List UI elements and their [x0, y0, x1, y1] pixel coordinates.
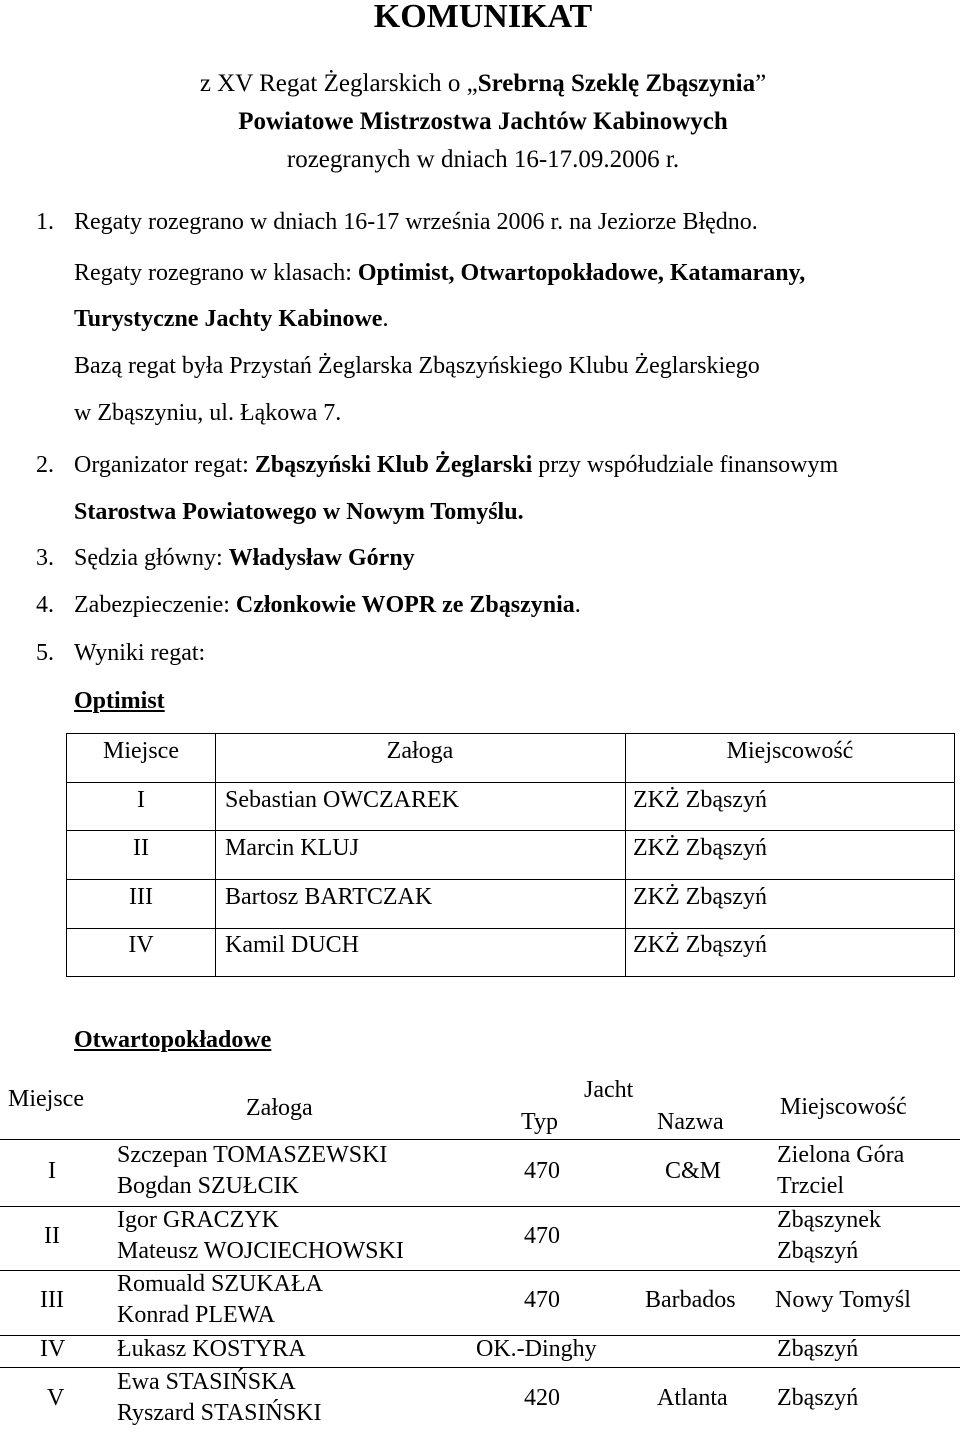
crew-cell: Marcin KLUJ — [225, 835, 359, 861]
place-cell: V — [47, 1385, 65, 1411]
crew-cell: Kamil DUCH — [225, 932, 359, 958]
town-cell: Trzciel — [777, 1173, 845, 1199]
town-cell: ZKŻ Zbąszyń — [633, 884, 767, 910]
point-4-number: 4. — [36, 592, 54, 618]
crew-cell: Konrad PLEWA — [117, 1302, 275, 1328]
point-2-line-1: Organizator regat: Zbąszyński Klub Żeglarski przy współudziale finansowym — [74, 452, 839, 478]
point-3-text: Sędzia główny: Władysław Górny — [74, 545, 415, 571]
subtitle-line-1: z XV Regat Żeglarskich o „Srebrną Szeklę Zbąszynia” — [199, 70, 767, 97]
crew-cell: Ryszard STASIŃSKI — [117, 1400, 322, 1426]
place-cell: IV — [128, 932, 154, 958]
optimist-header-crew: Załoga — [386, 738, 454, 764]
point-5-number: 5. — [36, 640, 54, 666]
point-3-number: 3. — [36, 545, 54, 571]
document-title: KOMUNIKAT — [373, 0, 593, 35]
type-cell: 420 — [524, 1385, 560, 1411]
optimist-header-town: Miejscowość — [726, 738, 854, 764]
place-cell: IV — [40, 1336, 66, 1362]
town-cell: ZKŻ Zbąszyń — [633, 835, 767, 861]
crew-cell: Szczepan TOMASZEWSKI — [117, 1142, 388, 1168]
crew-cell: Sebastian OWCZAREK — [225, 787, 459, 813]
type-cell: OK.-Dinghy — [476, 1336, 597, 1362]
crew-cell: Bogdan SZUŁCIK — [117, 1173, 299, 1199]
crew-cell: Łukasz KOSTYRA — [117, 1336, 306, 1362]
crew-cell: Igor GRACZYK — [117, 1207, 279, 1233]
otwarto-header-town: Miejscowość — [780, 1094, 907, 1120]
subtitle-line-2: Powiatowe Mistrzostwa Jachtów Kabinowych — [238, 108, 728, 135]
otwarto-header-yacht: Jacht — [584, 1077, 634, 1103]
town-cell: Zielona Góra — [777, 1142, 905, 1168]
place-cell: I — [137, 787, 145, 813]
point-1-line-2: Regaty rozegrano w klasach: Optimist, Otwartopokładowe, Katamarany, — [74, 260, 806, 286]
otwarto-heading: Otwartopokładowe — [74, 1027, 272, 1053]
point-1-line-4: Bazą regat była Przystań Żeglarska Zbąszyńskiego Klubu Żeglarskiego — [74, 353, 760, 379]
subtitle-line-3: rozegranych w dniach 16-17.09.2006 r. — [286, 146, 680, 173]
town-cell: Zbąszyń — [777, 1336, 859, 1362]
type-cell: 470 — [524, 1223, 560, 1249]
town-cell: Zbąszyń — [777, 1238, 859, 1264]
point-4-text: Zabezpieczenie: Członkowie WOPR ze Zbąszynia. — [74, 592, 581, 618]
optimist-heading: Optimist — [74, 688, 165, 714]
point-2-number: 2. — [36, 452, 54, 478]
name-cell: Atlanta — [657, 1385, 728, 1411]
type-cell: 470 — [524, 1287, 560, 1313]
place-cell: I — [48, 1158, 56, 1184]
place-cell: II — [133, 835, 149, 861]
name-cell: Barbados — [645, 1287, 736, 1313]
place-cell: II — [44, 1223, 60, 1249]
point-1-line-5: w Zbąszyniu, ul. Łąkowa 7. — [74, 400, 342, 426]
place-cell: III — [129, 884, 153, 910]
crew-cell: Romuald SZUKAŁA — [117, 1271, 323, 1297]
otwarto-header-crew: Załoga — [246, 1095, 313, 1121]
otwarto-header-place: Miejsce — [8, 1086, 84, 1112]
crew-cell: Ewa STASIŃSKA — [117, 1369, 296, 1395]
point-1-line-1: Regaty rozegrano w dniach 16-17 września 2006 r. na Jeziorze Błędno. — [74, 209, 758, 235]
town-cell: ZKŻ Zbąszyń — [633, 932, 767, 958]
otwarto-header-type: Typ — [521, 1109, 558, 1135]
type-cell: 470 — [524, 1158, 560, 1184]
town-cell: Nowy Tomyśl — [775, 1287, 911, 1313]
crew-cell: Bartosz BARTCZAK — [225, 884, 433, 910]
point-2-line-2: Starostwa Powiatowego w Nowym Tomyślu. — [74, 499, 524, 525]
otwarto-header-name: Nazwa — [657, 1109, 724, 1135]
name-cell: C&M — [665, 1158, 722, 1184]
town-cell: Zbąszyń — [777, 1385, 859, 1411]
town-cell: Zbąszynek — [777, 1207, 881, 1233]
crew-cell: Mateusz WOJCIECHOWSKI — [117, 1238, 404, 1264]
optimist-header-place: Miejsce — [103, 738, 179, 764]
place-cell: III — [40, 1287, 64, 1313]
town-cell: ZKŻ Zbąszyń — [633, 787, 767, 813]
point-1-line-3: Turystyczne Jachty Kabinowe. — [74, 306, 389, 332]
point-5-text: Wyniki regat: — [74, 640, 206, 666]
point-1-number: 1. — [36, 209, 54, 235]
